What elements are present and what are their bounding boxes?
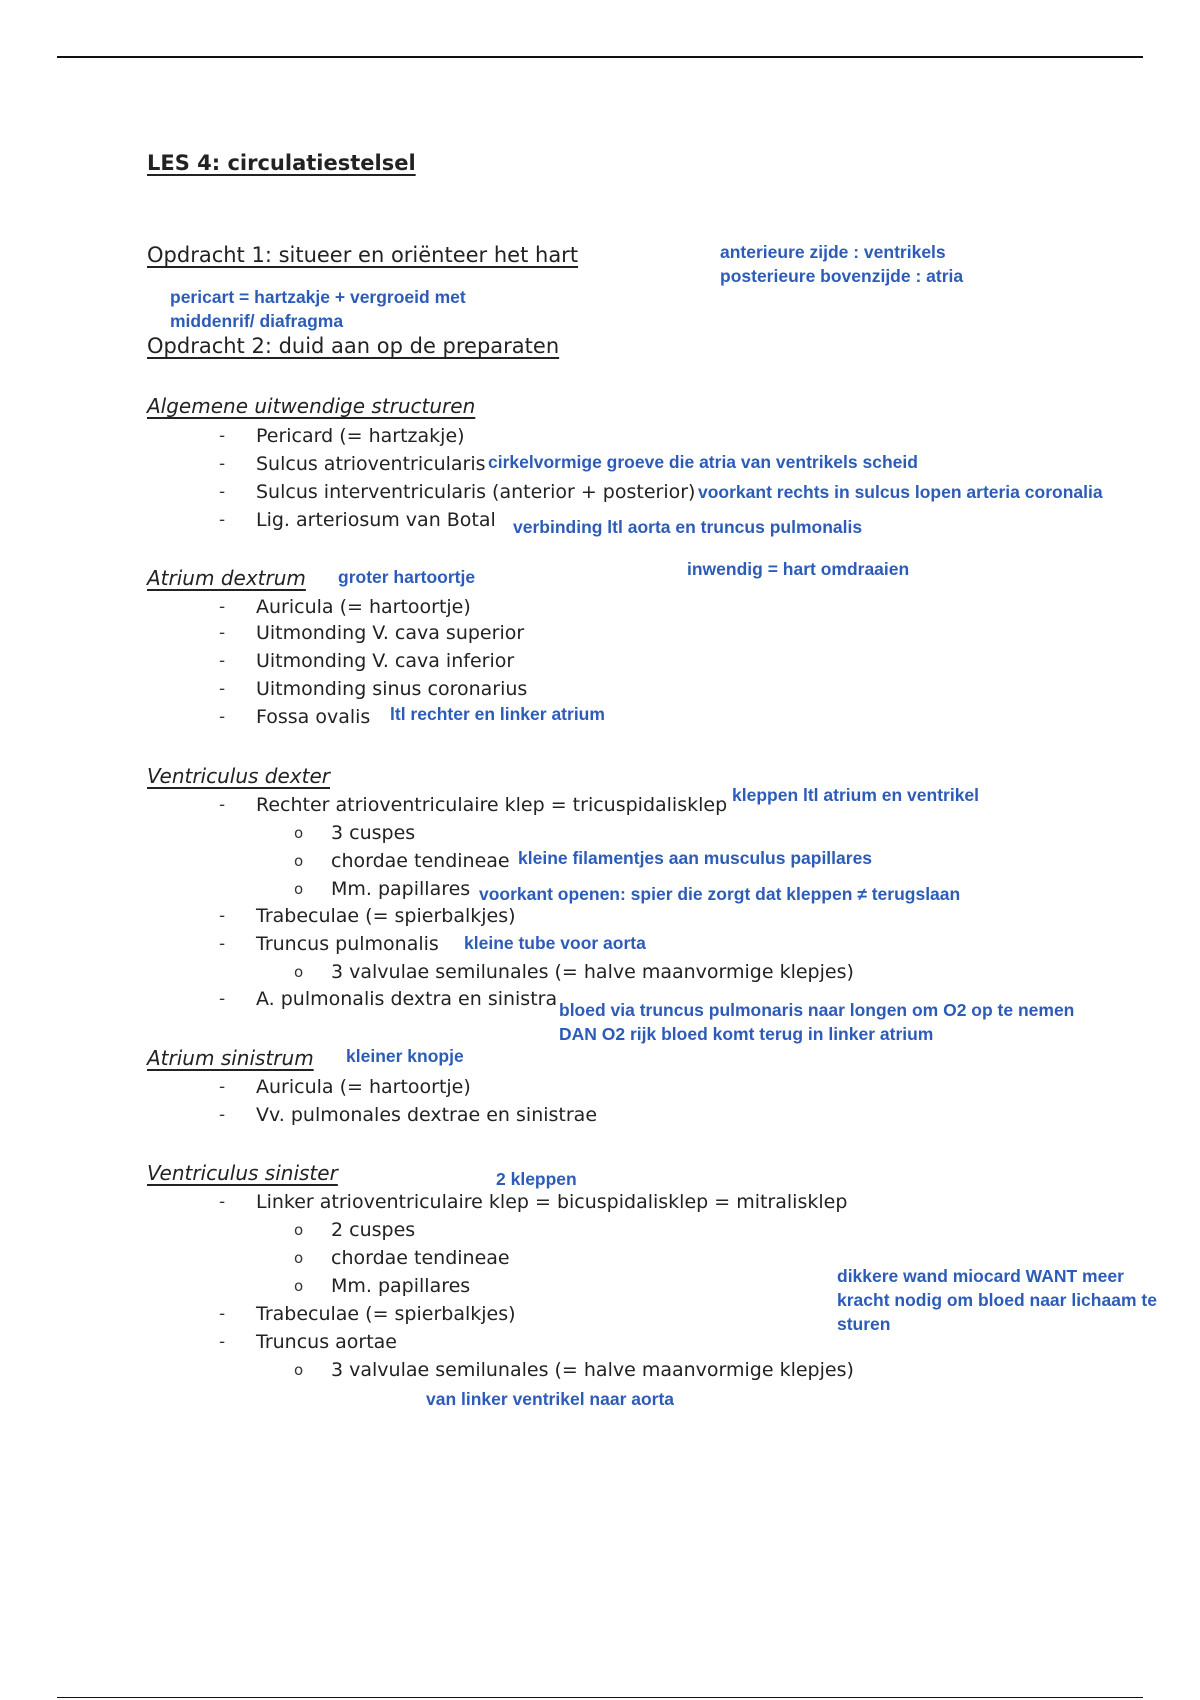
- circle-bullet: o: [294, 852, 304, 870]
- list-item: chordae tendineae: [331, 850, 510, 872]
- list-item: Auricula (= hartoortje): [256, 1076, 471, 1098]
- list-item: Rechter atrioventriculaire klep = tricuspidalisklep: [256, 794, 728, 816]
- assignment-1: Opdracht 1: situeer en oriënteer het hart: [147, 243, 579, 267]
- note-kleiner-knopje: kleiner knopje: [346, 1046, 464, 1066]
- circle-bullet: o: [294, 1221, 304, 1239]
- dash-bullet: -: [219, 989, 226, 1009]
- section-atrium-dextrum: Atrium dextrum: [147, 566, 306, 590]
- note-sulcus-iv: voorkant rechts in sulcus lopen arteria coronalia: [698, 482, 1103, 502]
- note-anterior: anterieure zijde : ventrikels: [720, 242, 946, 262]
- note-botal: verbinding ltl aorta en truncus pulmonalis: [513, 517, 863, 537]
- circle-bullet: o: [294, 880, 304, 898]
- note-groter-hartoortje: groter hartoortje: [338, 567, 476, 587]
- dash-bullet: -: [219, 707, 226, 727]
- section-algemene: Algemene uitwendige structuren: [147, 394, 476, 418]
- dash-bullet: -: [219, 1105, 226, 1125]
- top-rule: [57, 56, 1143, 58]
- bottom-rule: [57, 1697, 1143, 1698]
- note-pericart-2: middenrif/ diafragma: [170, 311, 344, 331]
- circle-bullet: o: [294, 963, 304, 981]
- list-item: Mm. papillares: [331, 1275, 471, 1297]
- dash-bullet: -: [219, 1192, 226, 1212]
- list-item: 3 valvulae semilunales (= halve maanvormige klepjes): [331, 961, 854, 983]
- dash-bullet: -: [219, 510, 226, 530]
- dash-bullet: -: [219, 623, 226, 643]
- note-posterior: posterieure bovenzijde : atria: [720, 266, 964, 286]
- list-item: Uitmonding V. cava inferior: [256, 650, 515, 672]
- dash-bullet: -: [219, 795, 226, 815]
- section-atrium-sinistrum: Atrium sinistrum: [147, 1046, 314, 1070]
- list-item: Trabeculae (= spierbalkjes): [256, 905, 516, 927]
- dash-bullet: -: [219, 1332, 226, 1352]
- circle-bullet: o: [294, 1361, 304, 1379]
- list-item: Auricula (= hartoortje): [256, 596, 471, 618]
- note-truncus: kleine tube voor aorta: [464, 933, 646, 953]
- note-fossa-ovalis: ltl rechter en linker atrium: [390, 704, 605, 724]
- list-item: Trabeculae (= spierbalkjes): [256, 1303, 516, 1325]
- list-item: Pericard (= hartzakje): [256, 425, 465, 447]
- dash-bullet: -: [219, 454, 226, 474]
- dash-bullet: -: [219, 597, 226, 617]
- note-pericart-1: pericart = hartzakje + vergroeid met: [170, 287, 466, 307]
- dash-bullet: -: [219, 1304, 226, 1324]
- list-item: Fossa ovalis: [256, 706, 371, 728]
- dash-bullet: -: [219, 482, 226, 502]
- note-linker-ventrikel: van linker ventrikel naar aorta: [426, 1389, 675, 1409]
- note-dikkere-2: kracht nodig om bloed naar lichaam te: [837, 1290, 1157, 1310]
- list-item: Uitmonding V. cava superior: [256, 622, 525, 644]
- note-dikkere-3: sturen: [837, 1314, 891, 1334]
- dash-bullet: -: [219, 934, 226, 954]
- list-item: Mm. papillares: [331, 878, 471, 900]
- section-ventriculus-dexter: Ventriculus dexter: [147, 764, 330, 788]
- note-papillares: voorkant openen: spier die zorgt dat kleppen ≠ terugslaan: [479, 884, 961, 904]
- note-sulcus-av: cirkelvormige groeve die atria van ventrikels scheid: [488, 452, 918, 472]
- list-item: Linker atrioventriculaire klep = bicuspidalisklep = mitralisklep: [256, 1191, 848, 1213]
- dash-bullet: -: [219, 906, 226, 926]
- list-item: Lig. arteriosum van Botal: [256, 509, 496, 531]
- dash-bullet: -: [219, 651, 226, 671]
- circle-bullet: o: [294, 1277, 304, 1295]
- circle-bullet: o: [294, 824, 304, 842]
- note-bloed-2: DAN O2 rijk bloed komt terug in linker atrium: [559, 1024, 934, 1044]
- list-item: Uitmonding sinus coronarius: [256, 678, 528, 700]
- dash-bullet: -: [219, 426, 226, 446]
- note-kleppen: kleppen ltl atrium en ventrikel: [732, 785, 980, 805]
- list-item: Sulcus interventricularis (anterior + posterior): [256, 481, 696, 503]
- note-chordae: kleine filamentjes aan musculus papillares: [518, 848, 873, 868]
- list-item: Truncus pulmonalis: [256, 933, 439, 955]
- list-item: 3 valvulae semilunales (= halve maanvormige klepjes): [331, 1359, 854, 1381]
- list-item: Vv. pulmonales dextrae en sinistrae: [256, 1104, 598, 1126]
- list-item: 3 cuspes: [331, 822, 416, 844]
- note-dikkere-1: dikkere wand miocard WANT meer: [837, 1266, 1124, 1286]
- list-item: chordae tendineae: [331, 1247, 510, 1269]
- circle-bullet: o: [294, 1249, 304, 1267]
- note-inwendig: inwendig = hart omdraaien: [687, 559, 910, 579]
- page-title: LES 4: circulatiestelsel: [147, 151, 416, 175]
- section-ventriculus-sinister: Ventriculus sinister: [147, 1161, 338, 1185]
- note-bloed-1: bloed via truncus pulmonaris naar longen om O2 op te nemen: [559, 1000, 1075, 1020]
- list-item: A. pulmonalis dextra en sinistra: [256, 988, 558, 1010]
- list-item: 2 cuspes: [331, 1219, 416, 1241]
- list-item: Sulcus atrioventricularis: [256, 453, 486, 475]
- dash-bullet: -: [219, 1077, 226, 1097]
- list-item: Truncus aortae: [256, 1331, 397, 1353]
- assignment-2: Opdracht 2: duid aan op de preparaten: [147, 334, 560, 358]
- dash-bullet: -: [219, 679, 226, 699]
- note-2-kleppen: 2 kleppen: [496, 1169, 577, 1189]
